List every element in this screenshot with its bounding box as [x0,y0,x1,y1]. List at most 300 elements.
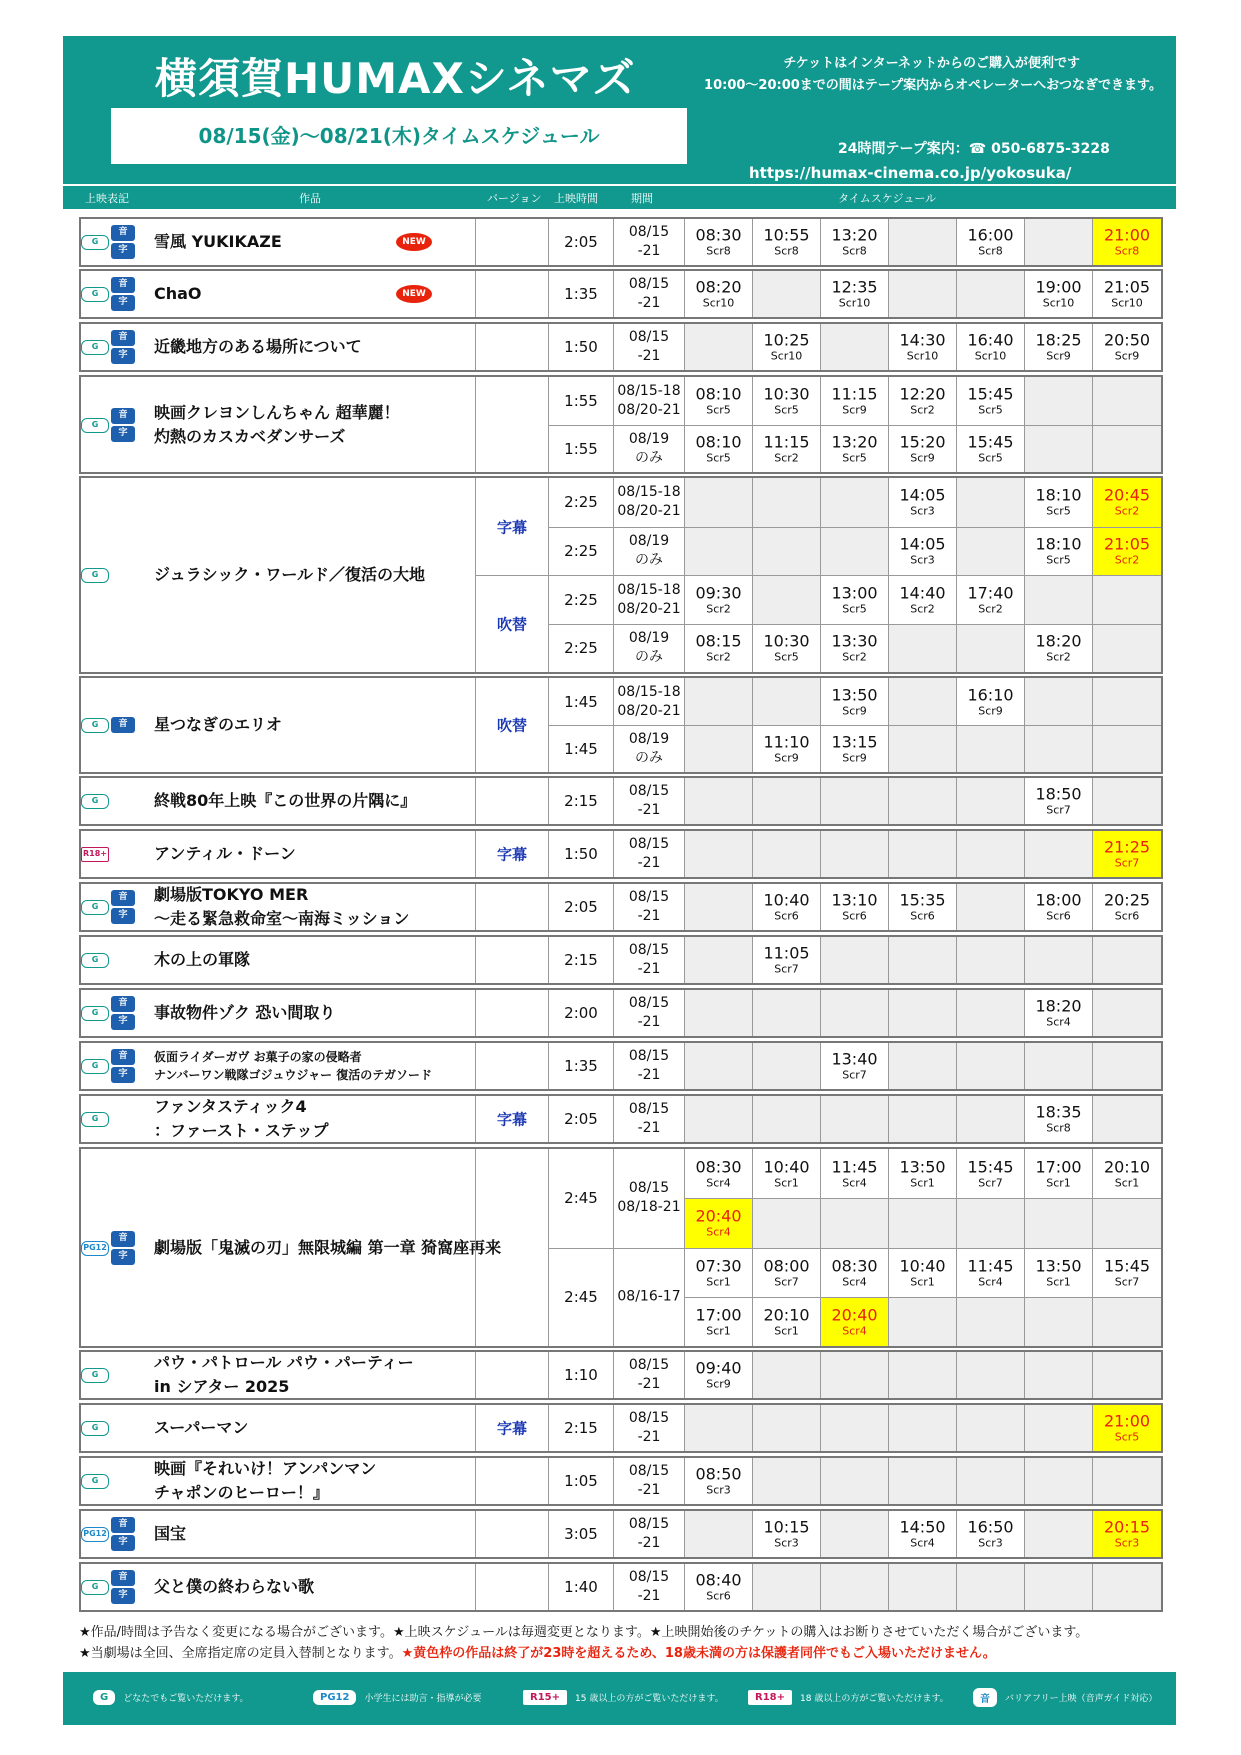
screen-label: Scr6 [1114,909,1140,923]
showtime-cell[interactable] [752,377,820,425]
empty-slot [752,1096,820,1142]
movie-title[interactable]: 事故物件ゾク 恐い間取り [154,1003,336,1022]
rating-icons [81,276,149,312]
showtime: 08:10 [695,384,742,404]
screen-label: Scr4 [978,1275,1003,1289]
showtime-cell[interactable] [752,725,820,772]
col-runtime: 上映時間 [554,192,598,205]
version-label: 吹替 [496,716,527,735]
showtime-cell[interactable] [752,324,820,370]
runtime: 2:05 [564,1110,598,1128]
period: 08/15 -21 [628,224,670,259]
screen-label: Scr6 [910,909,935,923]
showtime: 14:05 [899,485,946,505]
empty-slot [1024,1043,1092,1089]
rating-icons [81,1569,149,1605]
empty-slot [820,478,888,527]
website-link[interactable]: https://humax-cinema.co.jp/yokosuka/ [749,164,1072,182]
screen-label: Scr6 [774,909,799,923]
runtime-cell [548,1511,613,1557]
showtime-cell[interactable] [752,1511,820,1557]
empty-slot [1024,377,1092,425]
movie-title[interactable]: 近畿地方のある場所について [154,337,362,356]
showtime-cell[interactable] [752,937,820,983]
screen-label: Scr8 [1046,1121,1071,1135]
showtime-cell[interactable] [820,1149,888,1198]
showtime-cell[interactable] [684,575,752,624]
empty-slot [888,1352,956,1398]
empty-slot [752,778,820,824]
showtime-cell[interactable] [752,884,820,930]
screen-label: Scr5 [1114,1430,1140,1444]
rating-icons [81,329,149,365]
showtime-cell[interactable] [820,884,888,930]
showtime-cell[interactable] [820,271,888,317]
empty-slot [1024,425,1092,473]
movie-title[interactable]: 劇場版TOKYO MER 〜走る緊急救命室〜南海ミッション [154,885,410,928]
movie-title[interactable]: ファンタスティック4 ：ファースト・ステップ [154,1097,329,1140]
showtime-cell[interactable] [1092,527,1161,576]
showtime: 18:35 [1035,1102,1082,1122]
screen-label: Scr3 [910,553,935,567]
empty-slot [956,884,1024,930]
showtime-cell[interactable] [1092,324,1161,370]
col-rating: 上映表記 [85,192,129,205]
showtime-cell[interactable] [1024,1248,1092,1297]
showtime: 20:10 [763,1305,810,1325]
empty-slot [752,575,820,624]
screen-label: Scr1 [910,1176,935,1190]
rating-r15-icon: R15+ [523,1690,567,1705]
empty-slot [752,1198,820,1247]
movie-block [79,1350,1163,1400]
empty-slot [820,1405,888,1451]
showtime-cell[interactable] [1024,778,1092,824]
subtitle-guide-icon: 字 [111,243,135,259]
showtime-cell[interactable] [888,1511,956,1557]
movie-title[interactable]: 星つなぎのエリオ [154,715,282,734]
legend-pg12: PG12 小学生には助言・指導が必要 [313,1683,481,1711]
showtime-cell[interactable] [684,1248,752,1297]
showtime-cell[interactable] [888,478,956,527]
showtime-cell[interactable] [1092,1511,1161,1557]
runtime-cell [548,324,613,370]
movie-title[interactable]: 劇場版「鬼滅の刃」無限城編 第一章 猗窩座再来 [154,1237,502,1257]
showtime-cell[interactable] [684,271,752,317]
showtime-cell[interactable] [1024,990,1092,1036]
period-cell [613,478,684,527]
showtime: 13:00 [831,583,878,603]
movie-block [79,1562,1163,1612]
showtime-cell[interactable] [888,425,956,473]
showtime-cell[interactable] [684,1149,752,1198]
showtime: 13:40 [831,1049,878,1069]
showtime-cell[interactable] [888,324,956,370]
showtime: 11:15 [763,432,810,452]
showtime: 21:25 [1103,837,1151,857]
showtime: 13:30 [831,631,878,651]
empty-slot [1024,575,1092,624]
empty-slot [820,1511,888,1557]
showtime-cell[interactable] [752,1248,820,1297]
movie-title[interactable]: 終戦80年上映『この世界の片隅に』 [154,791,417,810]
showtime-cell[interactable] [1092,1248,1161,1297]
screen-label: Scr7 [1114,1275,1140,1289]
empty-slot [684,678,752,725]
movie-title[interactable]: アンティル・ドーン [154,844,296,863]
showtime: 17:00 [1035,1157,1082,1177]
runtime-cell [548,1043,613,1089]
rating-g-icon: G [93,1690,115,1705]
showtime-cell[interactable] [752,425,820,473]
empty-slot [888,678,956,725]
period-cell [613,725,684,772]
showtime-cell[interactable] [1092,271,1161,317]
showtime-cell[interactable] [684,1458,752,1504]
movie-block [79,375,1163,474]
showtime-cell[interactable] [820,725,888,772]
movie-title[interactable]: 国宝 [154,1524,187,1543]
empty-slot [1024,725,1092,772]
screen-label: Scr5 [842,602,867,616]
showtime-cell[interactable] [1024,884,1092,930]
showtime-cell[interactable] [684,624,752,673]
runtime-cell [548,831,613,877]
showtime-cell[interactable] [820,575,888,624]
screen-label: Scr9 [842,403,867,417]
showtime: 19:00 [1035,277,1082,297]
showtime-cell[interactable] [1024,527,1092,576]
showtime-cell[interactable] [820,219,888,265]
rating-g-icon: G [81,1580,109,1595]
empty-slot [752,678,820,725]
showtime-cell[interactable] [820,624,888,673]
movie-title[interactable]: パウ・パトロール パウ・パーティー in シアター 2025 [154,1353,414,1396]
showtime-cell[interactable] [752,1149,820,1198]
showtime-cell[interactable] [1092,478,1161,527]
empty-slot [956,271,1024,317]
rating-pg12-icon: PG12 [81,1241,109,1256]
showtime: 21:05 [1103,534,1151,554]
showtime: 17:40 [967,583,1014,603]
version-cell [475,377,548,472]
showtime: 13:15 [831,732,878,752]
screen-label: Scr8 [774,244,799,258]
movie-title[interactable]: ジュラシック・ワールド／復活の大地 [154,565,426,584]
showtime-cell[interactable] [684,1352,752,1398]
empty-slot [888,1564,956,1610]
rating-g-icon: G [81,953,109,968]
showtime-cell[interactable] [888,527,956,576]
empty-slot [1092,678,1161,725]
audio-guide-icon: 音 [111,408,135,424]
movie-title[interactable]: 映画『それいけ！アンパンマン チャポンのヒーロー！』 [154,1459,377,1502]
movie-title[interactable]: ChaO [154,284,202,303]
new-badge: NEW [396,233,432,251]
empty-slot [820,1564,888,1610]
empty-slot [752,990,820,1036]
screen-label: Scr9 [1114,349,1140,363]
empty-slot [752,1405,820,1451]
runtime-cell [548,478,613,527]
rating-g-icon: G [81,340,109,355]
period-cell [613,624,684,673]
screen-label: Scr7 [774,962,799,976]
period: 08/15 -21 [628,1357,670,1392]
screen-label: Scr7 [1046,803,1071,817]
showtime-cell[interactable] [956,1248,1024,1297]
showtime: 20:10 [1103,1157,1151,1177]
rating-icons [81,407,149,443]
showtime-cell[interactable] [684,1297,752,1346]
rating-g-icon: G [81,1368,109,1383]
period: 08/16-17 [617,1288,681,1305]
movie-block [79,1147,1163,1348]
runtime-cell [548,1564,613,1610]
rating-icons [81,1463,149,1499]
subtitle-guide-icon: 字 [111,1014,135,1030]
showtime-cell[interactable] [1024,478,1092,527]
showtime: 13:10 [831,890,878,910]
showtime-cell[interactable] [1024,324,1092,370]
audio-guide-icon: 音 [111,330,135,346]
screen-label: Scr8 [1114,244,1140,258]
empty-slot [956,990,1024,1036]
period: 08/15-18 08/20-21 [617,382,681,418]
showtime-cell[interactable] [752,219,820,265]
movie-title[interactable]: 映画クレヨンしんちゃん 超華麗！ 灼熱のカスカベダンサーズ [154,402,400,446]
period: 08/15 -21 [628,783,670,818]
period-cell [613,937,684,983]
movie-block [79,882,1163,932]
screen-label: Scr2 [910,403,935,417]
empty-slot [888,271,956,317]
showtime-cell[interactable] [888,1248,956,1297]
showtime-cell[interactable] [956,1149,1024,1198]
movie-title[interactable]: 雪風 YUKIKAZE [154,232,282,251]
rating-g-icon: G [81,568,109,583]
showtime-cell[interactable] [820,1297,888,1346]
screen-label: Scr10 [1111,296,1143,310]
runtime: 1:10 [564,1366,598,1384]
showtime-cell[interactable] [1024,271,1092,317]
showtime: 21:00 [1103,225,1151,245]
showtime: 08:30 [695,225,742,245]
showtime-cell[interactable] [684,1198,752,1247]
movie-block [79,988,1163,1038]
showtime: 16:40 [967,330,1014,350]
runtime: 2:05 [564,233,598,251]
movie-title[interactable]: 仮面ライダーガヴ お菓子の家の侵略者 ナンバーワン戦隊ゴジュウジャー 復活のテガソード [154,1050,433,1082]
rating-icons [81,1048,149,1084]
empty-slot [684,1511,752,1557]
screen-label: Scr5 [978,403,1003,417]
showtime-cell[interactable] [888,575,956,624]
period-cell [613,1248,684,1347]
showtime-cell[interactable] [1024,624,1092,673]
empty-slot [1024,1352,1092,1398]
showtime: 10:40 [899,1256,946,1276]
showtime-cell[interactable] [1092,831,1161,877]
empty-slot [820,324,888,370]
period-cell [613,219,684,265]
showtime-cell[interactable] [956,1511,1024,1557]
showtime-cell[interactable] [820,678,888,725]
showtime: 16:00 [967,225,1014,245]
showtime-cell[interactable] [684,425,752,473]
showtime: 09:30 [695,583,742,603]
showtime-cell[interactable] [820,1248,888,1297]
empty-slot [1024,1564,1092,1610]
screen-label: Scr9 [1046,349,1071,363]
period: 08/15 -21 [628,1569,670,1604]
showtime-cell[interactable] [684,219,752,265]
showtime-cell[interactable] [752,624,820,673]
empty-slot [684,937,752,983]
period: 08/19 のみ [628,533,670,569]
showtime-cell[interactable] [1092,1405,1161,1451]
showtime-cell[interactable] [684,377,752,425]
audio-guide-icon: 音 [111,890,135,906]
movie-title[interactable]: 木の上の軍隊 [154,950,251,969]
showtime: 18:50 [1035,784,1082,804]
showtime-cell[interactable] [820,1043,888,1089]
empty-slot [684,884,752,930]
showtime-cell[interactable] [684,1564,752,1610]
screen-label: Scr9 [910,451,935,465]
empty-slot [956,1198,1024,1247]
showtime-cell[interactable] [1092,219,1161,265]
version-cell [475,1149,548,1346]
showtime-cell[interactable] [888,884,956,930]
empty-slot [1024,678,1092,725]
empty-slot [1024,1458,1092,1504]
screen-label: Scr5 [774,403,799,417]
rating-g-icon: G [81,1006,109,1021]
version-label: 字幕 [496,845,527,864]
showtime-cell[interactable] [956,425,1024,473]
rating-icons [81,1357,149,1393]
showtime-cell[interactable] [956,324,1024,370]
theater-title: 横須賀HUMAXシネマズ [155,54,636,103]
audio-guide-icon: 音 [111,996,135,1012]
showtime-cell[interactable] [888,1149,956,1198]
empty-slot [1092,937,1161,983]
showtime: 11:15 [831,384,878,404]
showtime-cell[interactable] [1024,1096,1092,1142]
screen-label: Scr8 [706,244,731,258]
version-cell [475,1511,548,1557]
showtime-cell[interactable] [820,377,888,425]
audio-guide-icon: 音 [111,1570,135,1586]
showtime: 08:30 [695,1157,742,1177]
screen-label: Scr8 [842,244,867,258]
showtime: 15:20 [899,432,946,452]
showtime: 12:20 [899,384,946,404]
showtime: 21:00 [1103,1411,1151,1431]
showtime-cell[interactable] [1092,1149,1161,1198]
period-cell [613,425,684,473]
showtime-cell[interactable] [752,1297,820,1346]
screen-label: Scr7 [842,1068,867,1082]
showtime-cell[interactable] [956,377,1024,425]
subtitle-guide-icon: 字 [111,908,135,924]
rating-r18-icon: R18+ [748,1690,792,1705]
screen-label: Scr10 [702,296,735,310]
showtime-cell[interactable] [888,377,956,425]
runtime: 2:25 [564,493,598,512]
showtime: 10:30 [763,384,810,404]
showtime: 11:45 [967,1256,1014,1276]
movie-title[interactable]: 父と僕の終わらない歌 [154,1577,315,1596]
empty-slot [956,624,1024,673]
rating-pg12-icon: PG12 [313,1690,356,1705]
screen-label: Scr9 [978,704,1003,717]
runtime-cell [548,884,613,930]
empty-slot [1024,1511,1092,1557]
rating-icons [81,224,149,260]
movie-block [79,217,1163,267]
empty-slot [956,1043,1024,1089]
col-schedule: タイムスケジュール [838,192,937,205]
showtime: 20:50 [1103,330,1151,350]
runtime: 2:05 [564,898,598,916]
version-cell [475,478,548,575]
showtime-cell[interactable] [956,575,1024,624]
showtime: 18:10 [1035,485,1082,505]
runtime: 1:35 [564,285,598,303]
period: 08/15 -21 [628,836,670,871]
showtime-cell[interactable] [956,678,1024,725]
version-cell [475,1405,548,1451]
screen-label: Scr6 [1046,909,1071,923]
empty-slot [1092,575,1161,624]
empty-slot [1092,1297,1161,1346]
showtime: 08:15 [695,631,742,651]
runtime: 1:45 [564,740,598,758]
empty-slot [956,1564,1024,1610]
runtime: 3:05 [564,1525,598,1543]
movie-title[interactable]: スーパーマン [154,1418,249,1437]
empty-slot [1092,1096,1161,1142]
empty-slot [684,324,752,370]
empty-slot [684,1096,752,1142]
rating-r18-icon: R18+ [81,847,109,862]
subtitle-guide-icon: 字 [111,426,135,442]
subtitle-guide-icon: 字 [111,1249,135,1265]
rating-g-icon: G [81,287,109,302]
period: 08/15 -21 [628,889,670,924]
empty-slot [820,937,888,983]
showtime-cell[interactable] [1024,1149,1092,1198]
showtime-cell[interactable] [820,425,888,473]
version-cell [475,884,548,930]
rating-g-icon: G [81,718,109,733]
version-label: 字幕 [496,1110,527,1129]
rating-g-icon: G [81,900,109,915]
showtime: 14:30 [899,330,946,350]
showtime-cell[interactable] [1092,884,1161,930]
period: 08/19 のみ [628,630,670,666]
screen-label: Scr3 [706,1483,731,1497]
runtime-cell [548,678,613,725]
screen-label: Scr7 [1114,856,1140,870]
showtime-cell[interactable] [956,219,1024,265]
version-label: 字幕 [496,1419,527,1438]
version-cell [475,937,548,983]
rating-icons [81,783,149,819]
period: 08/15 -21 [628,1048,670,1083]
